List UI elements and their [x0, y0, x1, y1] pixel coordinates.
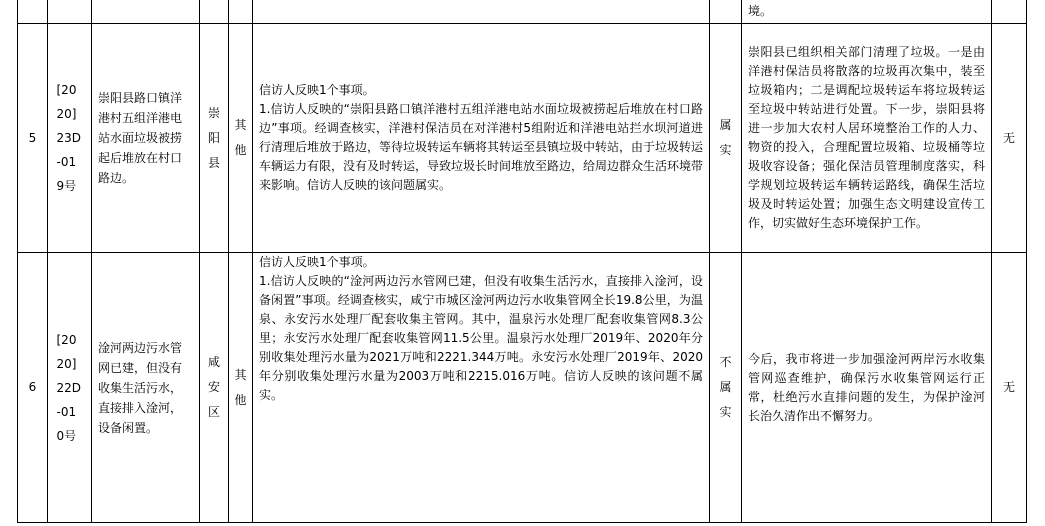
detail-intro: 信访人反映1个事项。 [259, 255, 375, 269]
cell-remedy [742, 0, 992, 24]
cell-code [48, 253, 92, 523]
cell-remedy [742, 253, 992, 523]
cell-category [229, 24, 253, 253]
cell-status [710, 253, 742, 523]
status-text: 不属实 [719, 355, 732, 419]
cell-category [229, 253, 253, 523]
cell-detail [253, 253, 710, 523]
row-number: 5 [28, 130, 37, 145]
cell-issue [92, 253, 200, 523]
case-code: [2020]22D-010号 [56, 332, 82, 443]
cell-code [48, 24, 92, 253]
detail-intro: 信访人反映1个事项。 [259, 83, 375, 97]
cell-code [48, 0, 92, 24]
remedy-text: 今后，我市将进一步加强淦河两岸污水收集管网巡查维护，确保污水收集管网运行正常，杜绝污水直排问题的发生，为保护淦河长治久清作出不懈努力。 [748, 351, 985, 423]
category-text: 其他 [234, 367, 247, 407]
complaint-table [17, 0, 1027, 523]
detail-body: 1.信访人反映的“崇阳县路口镇洋港村五组洋港电站水面垃圾被捞起后堆放在村口路边”事项。经调查核实，洋港村保洁员在对洋港村5组附近和洋港电站拦水坝河道进行清理后堆放于路边，等待垃圾转运车辆将其转运至县镇垃圾中转站，由于垃圾转运车辆运力有限，没有及时转运，导致垃圾长时间堆放至路边，给周边群众生活环境带来影响。 [259, 102, 704, 192]
remedy-text: 崇阳县已组织相关部门清理了垃圾。一是由洋港村保洁员将散落的垃圾再次集中，装至垃圾箱内；二是调配垃圾转运车将垃圾转运至垃圾中转站进行处置。下一步，崇阳县将进一步加大农村人居环境整治工作的人力、物资的投入，合理配置垃圾箱、垃圾桶等垃圾收容设备；强化保洁员管理制度落实，科学规划垃圾转运车辆转运路线，确保生活垃圾及时转运处置；加强生态文明建设宣传工作，切实做好生态环境保护工作。 [748, 45, 985, 230]
cell-remark [992, 0, 1027, 24]
cell-category [229, 0, 253, 24]
remark-text: 无 [1002, 130, 1015, 145]
case-code: [2020]23D-019号 [56, 83, 82, 193]
row-number: 6 [28, 380, 37, 394]
cell-issue [92, 24, 200, 253]
remark-text: 无 [1002, 380, 1015, 394]
cell-county [200, 0, 229, 24]
status-text: 属实 [719, 118, 732, 157]
cell-status [710, 0, 742, 24]
cell-remark [992, 24, 1027, 253]
cell-detail [253, 0, 710, 24]
cell-num [18, 0, 48, 24]
cell-remark [992, 253, 1027, 523]
table-row [18, 253, 1027, 523]
detail-body: 1.信访人反映的“淦河两边污水管网已建，但没有收集生活污水，直接排入淦河，设备闲置”事项。经调查核实，咸宁市城区淦河两边污水收集管网全长19.8公里，为温泉、永安污水处理厂配套收集主管网。其中，温泉污水处理厂配套收集管网8.3公里；永安污水处理厂配套收集管网11.5公里。温泉污水处理厂2019年、2020年分别收集处理污水量为2021万吨和2221.344万吨。永安污水处理厂2019年、2020年分别收集处理污水量为2003万吨和2215.016万吨。 [259, 274, 703, 383]
issue-text: 崇阳县路口镇洋港村五组洋港电站水面垃圾被捞起后堆放在村口路边。 [98, 91, 183, 185]
cell-issue [92, 0, 200, 24]
cell-num [18, 24, 48, 253]
cell-remedy [742, 24, 992, 253]
county-text: 崇阳县 [207, 105, 220, 170]
cell-status [710, 24, 742, 253]
county-text: 咸安区 [207, 355, 220, 419]
table-row [18, 0, 1027, 24]
cell-county [200, 24, 229, 253]
detail-conclusion: 信访人反映的该问题不属实。 [259, 369, 703, 402]
cell-detail [253, 24, 710, 253]
cell-county [200, 253, 229, 523]
table-row [18, 24, 1027, 253]
detail-conclusion: 信访人反映的该问题属实。 [307, 178, 452, 192]
issue-text: 淦河两边污水管网已建，但没有收集生活污水，直接排入淦河，设备闲置。 [98, 340, 183, 435]
cell-num [18, 253, 48, 523]
category-text: 其他 [234, 118, 247, 157]
remedy-text: 境。 [748, 4, 773, 18]
